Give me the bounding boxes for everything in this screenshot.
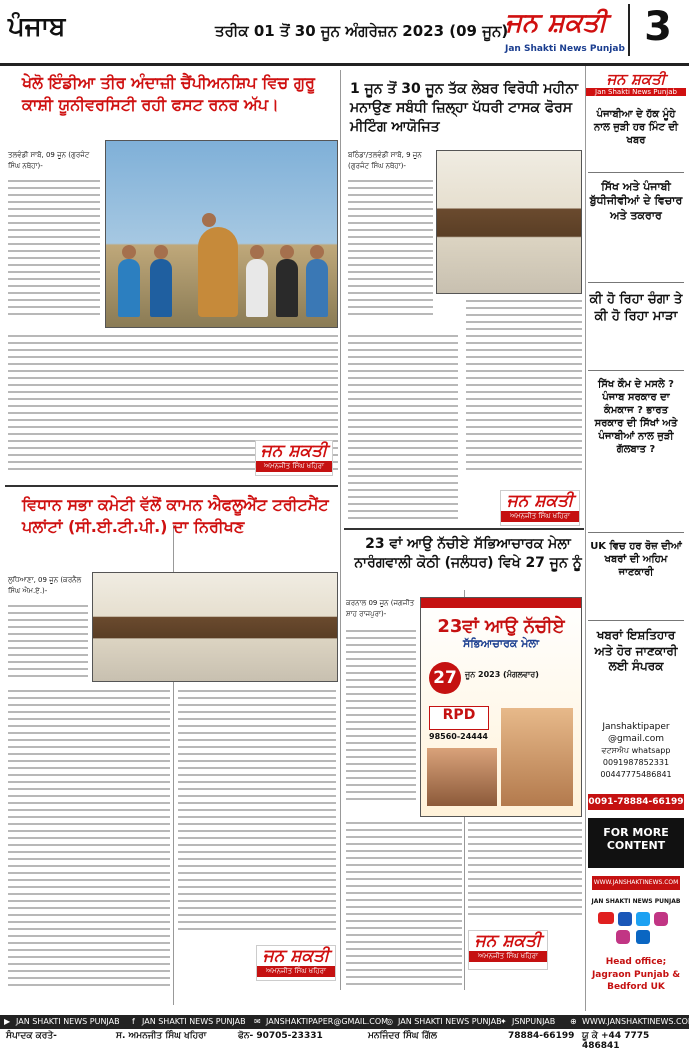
footer-facebook[interactable]: JAN SHAKTI NEWS PUNJAB xyxy=(142,1017,246,1026)
archery-dateline: ਤਲਵੰਡੀ ਸਾਬੋ, 09 ਜੂਨ (ਗੁਰਜੰਟ ਸਿੰਘ ਨਥੇਹਾ)- xyxy=(8,151,90,170)
facebook-icon[interactable]: f xyxy=(132,1017,135,1026)
instagram-icon[interactable] xyxy=(654,912,668,926)
archery-headline: ਖੇਲੋ ਇੰਡੀਆ ਤੀਰ ਅੰਦਾਜ਼ੀ ਚੈਂਪੀਅਨਸ਼ਿਪ ਵਿਚ ਗੁਰੂ ਕਾਸ਼ੀ ਯੂਨੀਵਰਸਿਟੀ ਰਹੀ ਫਸਟ ਰਨਰ ਅੱਪ। xyxy=(22,73,315,114)
watermark-badge: ਜਨ ਸ਼ਕਤੀ ਅਮਨਜੀਤ ਸਿੰਘ ਖਹਿਰਾ xyxy=(256,945,336,981)
twitter-icon[interactable]: ✦ xyxy=(500,1017,507,1026)
committee-body-3 xyxy=(178,690,336,935)
mela-dateline: ਕਰਨਾਲ 09 ਜੂਨ (ਜਗਜੀਤ ਸ਼ਾਹ ਰਾਜਪੁਰਾ)- xyxy=(346,599,415,618)
youtube-icon[interactable] xyxy=(598,912,614,924)
watermark-badge: ਜਨ ਸ਼ਕਤੀ ਅਮਨਜੀਤ ਸਿੰਘ ਖਹਿਰਾ xyxy=(255,440,333,476)
sidebar-item-3: ਸਿੱਖ ਕੌਮ ਦੇ ਮਸਲੇ ? ਪੰਜਾਬ ਸਰਕਾਰ ਦਾ ਕੰਮਕਾਜ ? ਭਾਰਤ ਸਰਕਾਰ ਦੀ ਸਿੱਖਾਂ ਅਤੇ ਪੰਜਾਬੀਆਂ ਨਾਲ ਜੁੜੀ ਗੱਲਬਾਤ ? xyxy=(594,379,678,455)
newspaper-logo-sub: Jan Shakti News Punjab xyxy=(505,44,625,54)
poster-title: 23ਵਾਂ ਆਉ ਨੱਚੀਏ xyxy=(437,616,565,637)
newspaper-logo: ਜਨ ਸ਼ਕਤੀ xyxy=(505,8,607,38)
sidebar-logo: ਜਨ ਸ਼ਕਤੀ Jan Shakti News Punjab xyxy=(586,70,686,104)
labour-body-3 xyxy=(466,300,582,475)
committee-body-2 xyxy=(8,690,170,991)
sidebar-intro: ਪੰਜਾਬੀਆ ਦੇ ਹੱਕ ਮੂੰਹੇ ਨਾਲ ਜੁੜੀ ਹਰ ਮਿੰਟ ਦੀ ਖਬਰ xyxy=(593,109,679,146)
twitter-icon[interactable] xyxy=(636,912,650,926)
poster-month: ਜੂਨ 2023 (ਮੰਗਲਵਾਰ) xyxy=(465,670,539,679)
watermark-badge: ਜਨ ਸ਼ਕਤੀ ਅਮਨਜੀਤ ਸਿੰਘ ਖਹਿਰਾ xyxy=(500,490,580,526)
youtube-icon[interactable]: ▶ xyxy=(4,1017,11,1026)
poster-phone: 98560-24444 xyxy=(429,732,488,741)
labour-headline: 1 ਜੂਨ ਤੋਂ 30 ਜੂਨ ਤੱਕ ਲੇਬਰ ਵਿਰੋਧੀ ਮਹੀਨਾ ਮਨਾਉਣ ਸਬੰਧੀ ਜ਼ਿਲ੍ਹਾ ਪੱਧਰੀ ਟਾਸਕ ਫੋਰਸ ਮੀਟਿੰਗ ਆਯੋਜਿਤ xyxy=(350,81,579,135)
editor-name: ਸ. ਅਮਨਜੀਤ ਸਿੰਘ ਖਹਿਰਾ xyxy=(116,1031,207,1041)
sidebar-email[interactable]: Janshaktipaper @gmail.com xyxy=(602,722,670,744)
article-separator xyxy=(344,528,584,530)
manager-name: ਮਨਜਿੰਦਰ ਸਿੰਘ ਗਿੱਲ xyxy=(368,1031,437,1041)
sidebar-divider xyxy=(585,66,586,1011)
sidebar-phone-2[interactable]: 00447775486841 xyxy=(600,770,672,779)
mela-body xyxy=(346,630,416,805)
web-icon[interactable]: ⊕ xyxy=(570,1017,577,1026)
footer-instagram[interactable]: JAN SHAKTI NEWS PUNJAB xyxy=(398,1017,502,1026)
sidebar-whatsapp-label: ਵਟਸਐਪ whatsapp xyxy=(601,746,671,755)
archery-team-photo xyxy=(105,140,338,328)
mail-icon[interactable]: ✉ xyxy=(254,1017,261,1026)
page-number: 3 xyxy=(628,4,686,56)
footer-youtube[interactable]: JAN SHAKTI NEWS PUNJAB xyxy=(16,1017,120,1026)
editor-label: ਸੰਪਾਦਕ ਕਰਤੇ- xyxy=(6,1031,57,1041)
sidebar-item-2: ਕੀ ਹੋ ਰਿਹਾ ਚੰਗਾ ਤੇ ਕੀ ਹੋ ਰਿਹਾ ਮਾੜਾ xyxy=(589,292,683,324)
instagram-icon[interactable] xyxy=(616,930,630,944)
labour-dateline: ਬਠਿੰਡਾ/ਤਲਵੰਡੀ ਸਾਬੋ, 9 ਜੂਨ (ਗੁਰਜੰਟ ਸਿੰਘ ਨਥੇਹਾ)- xyxy=(348,151,422,170)
sidebar-head-office: Head office; Jagraon Punjab & Bedford UK xyxy=(588,950,684,1010)
archery-body xyxy=(8,180,100,320)
facebook-icon[interactable] xyxy=(618,912,632,926)
mela-body-2 xyxy=(346,822,462,990)
poster-date: 27 xyxy=(429,662,461,694)
editor-phone: ਫੋਨ- 90705-23331 xyxy=(238,1031,323,1041)
labour-body-2 xyxy=(348,335,458,524)
sidebar-phone-3[interactable]: 0091-78884-66199 xyxy=(588,794,684,810)
sidebar-item-4: UK ਵਿਚ ਹਰ ਰੋਜ਼ ਦੀਆਂ ਖਬਰਾਂ ਦੀ ਅਹਿਮ ਜਾਣਕਾਰੀ xyxy=(590,541,682,578)
footer-credits xyxy=(0,1030,689,1051)
sidebar-more-content: FOR MORE CONTENT xyxy=(588,818,684,868)
poster-subtitle: ਸੱਭਿਆਚਾਰਕ ਮੇਲਾ xyxy=(462,637,540,650)
uk-phone: ਯੂ ਕੇ +44 7775 486841 xyxy=(582,1031,650,1051)
mela-headline: 23 ਵਾਂ ਆਉ ਨੱਚੀਏ ਸੱਭਿਆਚਾਰਕ ਮੇਲਾ ਨਾਰੰਗਵਾਲੀ ਕੋਠੀ (ਜਲੰਧਰ) ਵਿਖੇ 27 ਜੂਨ ਨੂੰ xyxy=(354,536,582,571)
manager-phone: 78884-66199 xyxy=(508,1031,575,1041)
issue-date: ਤਰੀਕ 01 ਤੋਂ 30 ਜੂਨ ਅੰਗਰੇਜ਼ਨ 2023 (09 ਜੂਨ) xyxy=(215,22,509,40)
article-separator xyxy=(5,485,338,487)
committee-meeting-photo xyxy=(92,572,338,682)
footer-email[interactable]: JANSHAKTIPAPER@GMAIL.COM xyxy=(266,1017,389,1026)
sidebar-item-1: ਸਿੱਖ ਅਤੇ ਪੰਜਾਬੀ ਬੁੱਧੀਜੀਵੀਆਂ ਦੇ ਵਿਚਾਰ ਅਤੇ ਤਕਰਾਰ xyxy=(589,180,683,222)
committee-body xyxy=(8,605,88,682)
labour-body xyxy=(348,180,433,320)
committee-dateline: ਲੁਧਿਆਣਾ, 09 ਜੂਨ (ਕਰਨੈਲ ਸਿੰਘ ਐਮ.ਏ.)- xyxy=(8,576,82,595)
linkedin-icon[interactable] xyxy=(636,930,650,944)
watermark-badge: ਜਨ ਸ਼ਕਤੀ ਅਮਨਜੀਤ ਸਿੰਘ ਖਹਿਰਾ xyxy=(468,930,548,970)
sidebar-website[interactable]: WWW.JANSHAKTINEWS.COM xyxy=(592,876,680,890)
footer-twitter[interactable]: JSNPUNJAB xyxy=(512,1017,556,1026)
section-name: ਪੰਜਾਬ xyxy=(8,12,66,42)
mela-body-3 xyxy=(468,822,582,920)
mela-poster: 23ਵਾਂ ਆਉ ਨੱਚੀਏ ਸੱਭਿਆਚਾਰਕ ਮੇਲਾ 27 ਜੂਨ 2023 (ਮੰਗਲਵਾਰ) RPD 98560-24444 xyxy=(420,597,582,817)
social-icons xyxy=(598,912,678,946)
footer-website[interactable]: WWW.JANSHAKTINEWS.COM xyxy=(582,1017,695,1026)
sidebar-phone-1[interactable]: 0091987852331 xyxy=(602,758,670,767)
committee-headline: ਵਿਧਾਨ ਸਭਾ ਕਮੇਟੀ ਵੱਲੋਂ ਕਾਮਨ ਐਫਲੂਐਂਟ ਟਰੀਟਮੈਂਟ ਪਲਾਂਟਾਂ (ਸੀ.ਈ.ਟੀ.ਪੀ.) ਦਾ ਨਿਰੀਖਣ xyxy=(22,495,329,536)
labour-meeting-photo xyxy=(436,150,582,294)
sidebar-social-label: JAN SHAKTI NEWS PUNJAB xyxy=(591,898,681,905)
column-divider xyxy=(340,70,341,990)
sidebar-item-5: ਖਬਰਾਂ ਇਸ਼ਤਿਹਾਰ ਅਤੇ ਹੋਰ ਜਾਣਕਾਰੀ ਲਈ ਸੰਪਰਕ xyxy=(594,628,678,674)
instagram-icon[interactable]: ◎ xyxy=(386,1017,393,1026)
footer-social-bar xyxy=(0,1015,695,1029)
